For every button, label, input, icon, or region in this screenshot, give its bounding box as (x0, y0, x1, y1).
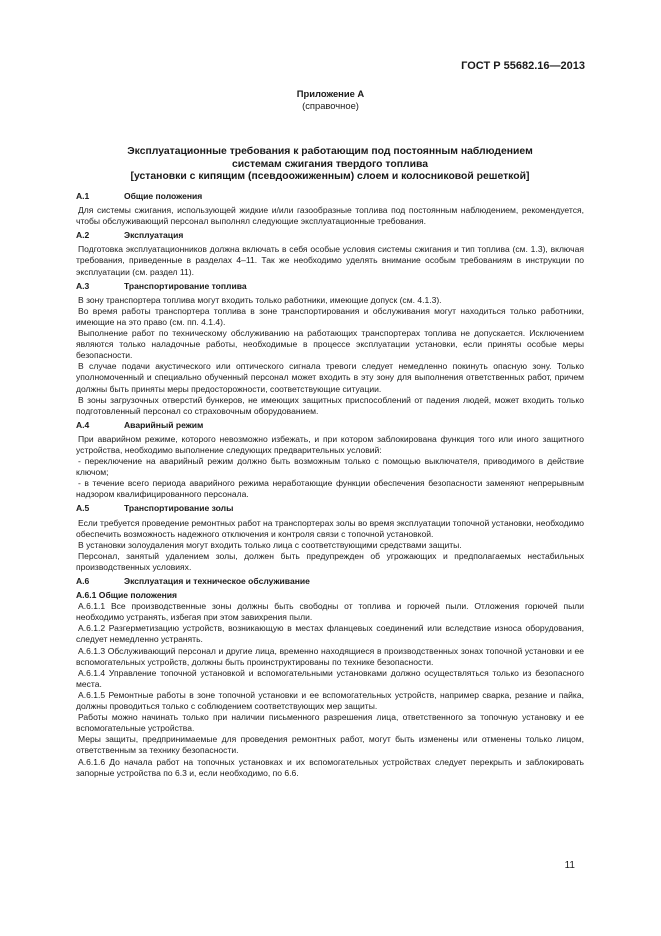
section-number: А.2 (76, 230, 90, 241)
section-title: Транспортирование топлива (124, 280, 247, 291)
paragraph: А.6.1.2 Разгерметизацию устройств, возникающую в местах фланцевых соединений или вследствие износа оборудования, следует немедленно устранять. (76, 623, 584, 645)
paragraph: При аварийном режиме, которого невозможно избежать, и при котором заблокирована функция того или иного защитного устройства, необходимо выполнение следующих предварительных условий: (76, 433, 584, 455)
section-heading (76, 191, 584, 202)
section-heading (76, 420, 584, 431)
paragraph: В зону транспортера топлива могут входить только работники, имеющие допуск (см. 4.1.3). (78, 294, 442, 305)
section-heading (76, 503, 584, 514)
paragraph: Работы можно начинать только при наличии письменного разрешения лица, ответственного за топочную установку и ее вспомогательные устройства. (76, 712, 584, 734)
section-number: А.3 (76, 280, 90, 291)
paragraph: - в течение всего периода аварийного режима неработающие функции обеспечения безопасности заменяют непрерывным надзором квалифицированного персонала. (76, 478, 584, 500)
paragraph: Подготовка эксплуатационников должна включать в себя особые условия системы сжигания и тип топлива (см. 1.3), включая требования, приведенные в разделах 4–11. Так же необходимо уделять внимание особым требованиям в инструкции по эксплуатации (см. раздел 11). (76, 244, 584, 277)
section-title: Аварийный режим (124, 419, 204, 430)
annex-title: Приложение А (296, 88, 365, 99)
document-title (76, 146, 584, 184)
paragraph: - переключение на аварийный режим должно быть возможным только с помощью выключателя, приводимого в действие ключом; (76, 456, 584, 478)
section-title: Общие положения (124, 191, 203, 201)
section-heading (76, 230, 584, 241)
paragraph: Меры защиты, предпринимаемые для проведения ремонтных работ, могут быть изменены или отменены только лицом, ответственным за технику безопасности. (76, 734, 584, 756)
annex-heading (0, 88, 661, 112)
document-title-line-3: [установки с кипящим (псевдоожиженным) слоем и колосниковой решеткой] (130, 171, 530, 182)
section-heading (76, 281, 584, 292)
annex-subtitle: (справочное) (302, 100, 359, 111)
section-title: Эксплуатация и техническое обслуживание (124, 576, 310, 586)
section-number: А.5 (76, 503, 90, 514)
section-number: А.6 (76, 576, 90, 586)
paragraph: В зоны загрузочных отверстий бункеров, не имеющих защитных приспособлений от падения людей, может входить только подготовленный персонал со страховочным оборудованием. (76, 394, 584, 416)
document-body (76, 188, 584, 779)
subsection-heading: А.6.1 Общие положения (76, 590, 178, 601)
document-title-line-1: Эксплуатационные требования к работающим под постоянным наблюдением (127, 146, 533, 157)
section-heading (76, 576, 584, 587)
section-title: Транспортирование золы (124, 503, 234, 514)
standard-designation: ГОСТ Р 55682.16—2013 (461, 60, 585, 72)
section-number: А.4 (76, 419, 90, 430)
paragraph: В установки золоудаления могут входить только лица с соответствующими средствами защиты. (78, 539, 462, 550)
paragraph: Во время работы транспортера топлива в зоне транспортирования и обслуживания могут находиться только работники, имеющие на это право (см. пп. 4.1.4). (76, 305, 584, 327)
paragraph: А.6.1.4 Управление топочной установкой и вспомогательными установками должно осуществляться только из безопасного места. (76, 667, 584, 689)
paragraph: А.6.1.6 До начала работ на топочных установках и их вспомогательных устройствах следует перекрыть и заблокировать запорные устройства по 6.3 и, если необходимо, по 6.6. (76, 756, 584, 778)
paragraph: А.6.1.1 Все производственные зоны должны быть свободны от топлива и горючей пыли. Отложения горючей пыли необходимо устранять, избегая при этом завихрения пыли. (76, 601, 584, 623)
section-title: Эксплуатация (124, 230, 184, 241)
paragraph: Если требуется проведение ремонтных работ на транспортерах золы во время эксплуатации топочной установки, необходимо обеспечить возможность надежного отключения и контроля связи с топочной установкой. (76, 517, 584, 539)
paragraph: Для системы сжигания, использующей жидкие и/или газообразные топлива под постоянным наблюдением, рекомендуется, чтобы обслуживающий персонал выполнял следующие эксплуатационные требования. (76, 205, 584, 227)
document-title-line-2: системам сжигания твердого топлива (232, 158, 428, 170)
section-number: А.1 (76, 191, 90, 201)
paragraph: В случае подачи акустического или оптического сигнала тревоги следует немедленно покинуть опасную зону. Только уполномоченный и специально обученный персонал может входить в эту зону для выполнения ответственных работ, причем должны быть приняты меры предосторожности, соответствующие ситуации. (76, 361, 584, 394)
paragraph: А.6.1.5 Ремонтные работы в зоне топочной установки и ее вспомогательных устройств, например сварка, резание и пайка, должны проводиться только с соблюдением соответствующих мер защиты. (76, 689, 584, 712)
page-number: 11 (564, 860, 575, 871)
paragraph: А.6.1.3 Обслуживающий персонал и другие лица, временно находящиеся в производственных зонах топочной установки и ее вспомогательных устройств, должны быть проинструктированы по технике безопасности. (76, 645, 584, 667)
paragraph: Выполнение работ по техническому обслуживанию на работающих транспортерах топлива не допускается. Исключением являются только наладочные работы, необходимые в процессе эксплуатации установки, если приняты особые меры безопасности. (76, 328, 584, 361)
paragraph: Персонал, занятый удалением золы, должен быть предупрежден об угрожающих и предполагаемых нестабильных производственных условиях. (76, 550, 584, 572)
